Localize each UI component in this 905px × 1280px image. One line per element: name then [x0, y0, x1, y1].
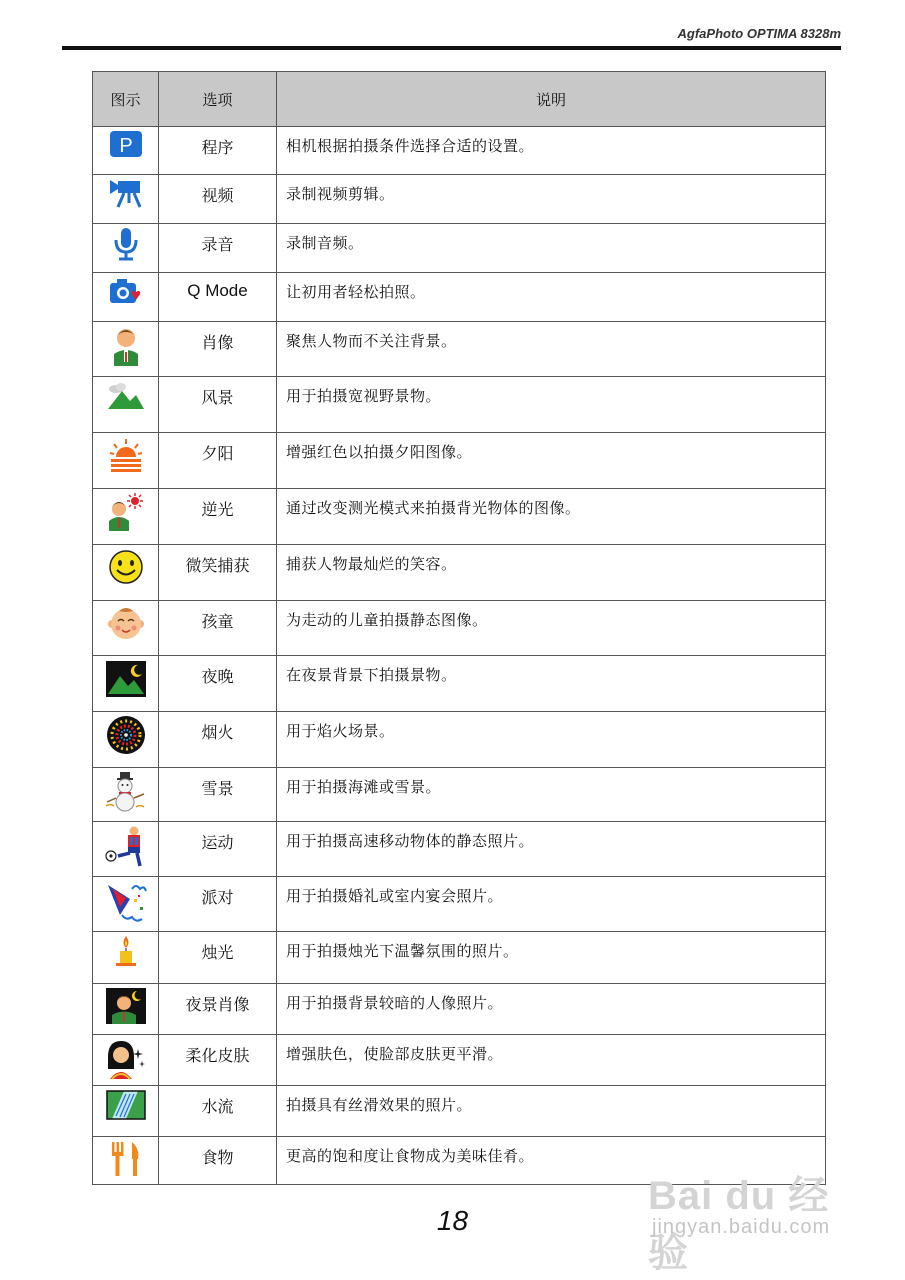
- option-label: 烟火: [159, 712, 277, 768]
- table-row: [93, 768, 826, 822]
- option-label: 烛光: [159, 932, 277, 984]
- table-row: [93, 877, 826, 932]
- table-row: [93, 545, 826, 601]
- option-label: 肖像: [159, 322, 277, 377]
- option-description: 录制视频剪辑。: [277, 175, 826, 224]
- candle-icon: [106, 934, 146, 970]
- program-p-icon: [108, 129, 144, 159]
- option-label: 程序: [159, 127, 277, 175]
- option-description: 相机根据拍摄条件选择合适的设置。: [277, 127, 826, 175]
- table-row: [93, 489, 826, 545]
- microphone-icon: [109, 226, 143, 262]
- option-label: Q Mode: [159, 273, 277, 322]
- option-description: 拍摄具有丝滑效果的照片。: [277, 1086, 826, 1137]
- header-icon-column: 图示: [93, 72, 159, 127]
- portrait-person-icon: [106, 324, 146, 368]
- table-row: [93, 656, 826, 712]
- header-divider: [62, 46, 841, 50]
- food-cutlery-icon: [104, 1139, 148, 1179]
- option-label: 风景: [159, 377, 277, 433]
- option-label: 柔化皮肤: [159, 1035, 277, 1086]
- option-description: 聚焦人物而不关注背景。: [277, 322, 826, 377]
- option-description: 增强肤色，使脸部皮肤更平滑。: [277, 1035, 826, 1086]
- camera-heart-icon: [106, 275, 146, 309]
- snowman-icon: [104, 770, 148, 812]
- option-description: 让初用者轻松拍照。: [277, 273, 826, 322]
- option-description: 增强红色以拍摄夕阳图像。: [277, 433, 826, 489]
- option-description: 更高的饱和度让食物成为美味佳肴。: [277, 1137, 826, 1185]
- option-description: 用于拍摄背景较暗的人像照片。: [277, 984, 826, 1035]
- document-header-title: AgfaPhoto OPTIMA 8328m: [677, 26, 841, 41]
- option-description: 用于拍摄宽视野景物。: [277, 377, 826, 433]
- option-label: 夜景肖像: [159, 984, 277, 1035]
- soft-skin-icon: [104, 1037, 148, 1081]
- option-label: 运动: [159, 822, 277, 877]
- header-option-column: 选项: [159, 72, 277, 127]
- option-label: 夜晚: [159, 656, 277, 712]
- table-row: [93, 984, 826, 1035]
- option-label: 录音: [159, 224, 277, 273]
- scene-mode-table: [92, 71, 826, 1185]
- option-label: 微笑捕获: [159, 545, 277, 601]
- option-description: 用于焰火场景。: [277, 712, 826, 768]
- baby-face-icon: [105, 603, 147, 645]
- option-description: 在夜景背景下拍摄景物。: [277, 656, 826, 712]
- sports-player-icon: [104, 824, 148, 868]
- option-description: 用于拍摄高速移动物体的静态照片。: [277, 822, 826, 877]
- party-popper-icon: [104, 879, 148, 925]
- header-description-column: 说明: [277, 72, 826, 127]
- table-row: [93, 273, 826, 322]
- table-row: [93, 322, 826, 377]
- watermark-url: jingyan.baidu.com: [652, 1216, 831, 1238]
- table-row: [93, 822, 826, 877]
- option-description: 为走动的儿童拍摄静态图像。: [277, 601, 826, 656]
- option-description: 用于拍摄婚礼或室内宴会照片。: [277, 877, 826, 932]
- option-description: 用于拍摄海滩或雪景。: [277, 768, 826, 822]
- option-description: 用于拍摄烛光下温馨氛围的照片。: [277, 932, 826, 984]
- table-row: [93, 175, 826, 224]
- table-row: [93, 1035, 826, 1086]
- table-row: [93, 932, 826, 984]
- option-description: 录制音频。: [277, 224, 826, 273]
- watermark-brand: Bai du 经验: [648, 1174, 830, 1275]
- option-label: 派对: [159, 877, 277, 932]
- sunset-icon: [106, 435, 146, 475]
- page-number: 18: [436, 1205, 469, 1236]
- option-label: 孩童: [159, 601, 277, 656]
- option-label: 视频: [159, 175, 277, 224]
- water-flow-icon: [104, 1088, 148, 1122]
- option-label: 水流: [159, 1086, 277, 1137]
- table-row: [93, 712, 826, 768]
- night-portrait-icon: [104, 986, 148, 1026]
- option-label: 夕阳: [159, 433, 277, 489]
- option-label: 雪景: [159, 768, 277, 822]
- table-row: [93, 1086, 826, 1137]
- option-label: 逆光: [159, 489, 277, 545]
- night-landscape-icon: [104, 658, 148, 700]
- smiley-face-icon: [106, 547, 146, 587]
- table-row: [93, 127, 826, 175]
- landscape-mountain-icon: [106, 379, 146, 415]
- fireworks-icon: [105, 714, 147, 756]
- backlight-person-icon: [105, 491, 147, 533]
- option-description: 捕获人物最灿烂的笑容。: [277, 545, 826, 601]
- option-label: 食物: [159, 1137, 277, 1185]
- table-header-row: [93, 72, 826, 127]
- option-description: 通过改变测光模式来拍摄背光物体的图像。: [277, 489, 826, 545]
- table-row: [93, 224, 826, 273]
- table-row: [93, 601, 826, 656]
- svg-text:P: P: [118, 135, 133, 157]
- video-camera-icon: [106, 177, 146, 211]
- table-row: [93, 433, 826, 489]
- table-row: [93, 377, 826, 433]
